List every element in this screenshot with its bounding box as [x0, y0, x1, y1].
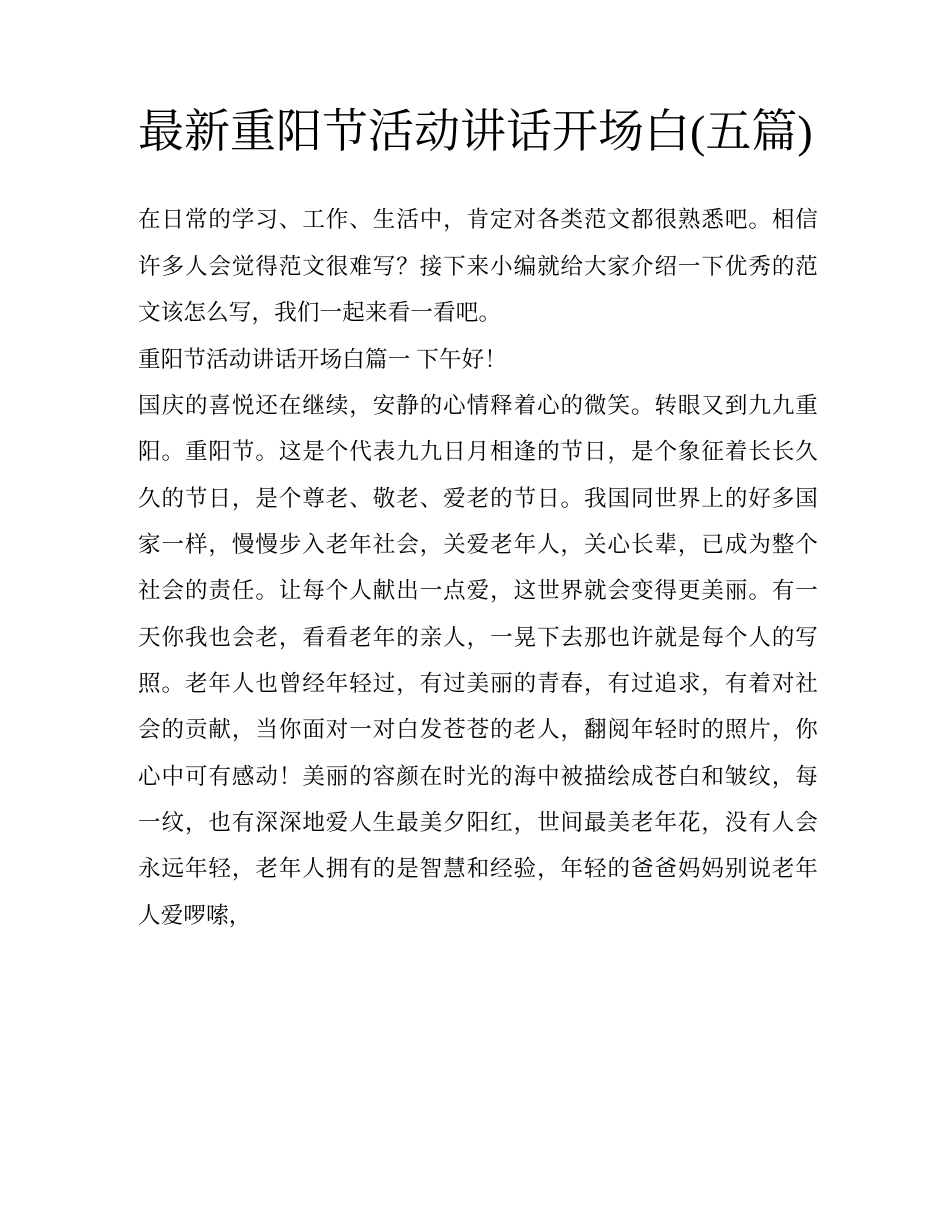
paragraph-body: 国庆的喜悦还在继续，安静的心情释着心的微笑。转眼又到九九重阳。重阳节。这是个代表九九日月相逢的节日，是个象征着长长久久的节日，是个尊老、敬老、爱老的节日。我国同世界上的好多国家一样，慢慢步入老年社会，关爱老年人，关心长辈，已成为整个社会的责任。让每个人献出一点爱，这世界就会变得更美丽。有一天你我也会老，看看老年的亲人，一晃下去那也许就是每个人的写照。老年人也曾经年轻过，有过美丽的青春，有过追求，有着对社会的贡献，当你面对一对白发苍苍的老人，翻阅年轻时的照片，你心中可有感动！美丽的容颜在时光的海中被描绘成苍白和皱纹，每一纹，也有深深地爱人生最美夕阳红，世间最美老年花，没有人会永远年轻，老年人拥有的是智慧和经验，年轻的爸爸妈妈别说老年人爱啰嗦， — [138, 392, 818, 928]
page-title: 最新重阳节活动讲话开场白(五篇) — [138, 106, 813, 157]
paragraph-section-heading: 重阳节活动讲话开场白篇一 下午好！ — [138, 346, 508, 372]
paragraph-intro: 在日常的学习、工作、生活中，肯定对各类范文都很熟悉吧。相信许多人会觉得范文很难写？接下来小编就给大家介绍一下优秀的范文该怎么写，我们一起来看一看吧。 — [138, 207, 818, 326]
